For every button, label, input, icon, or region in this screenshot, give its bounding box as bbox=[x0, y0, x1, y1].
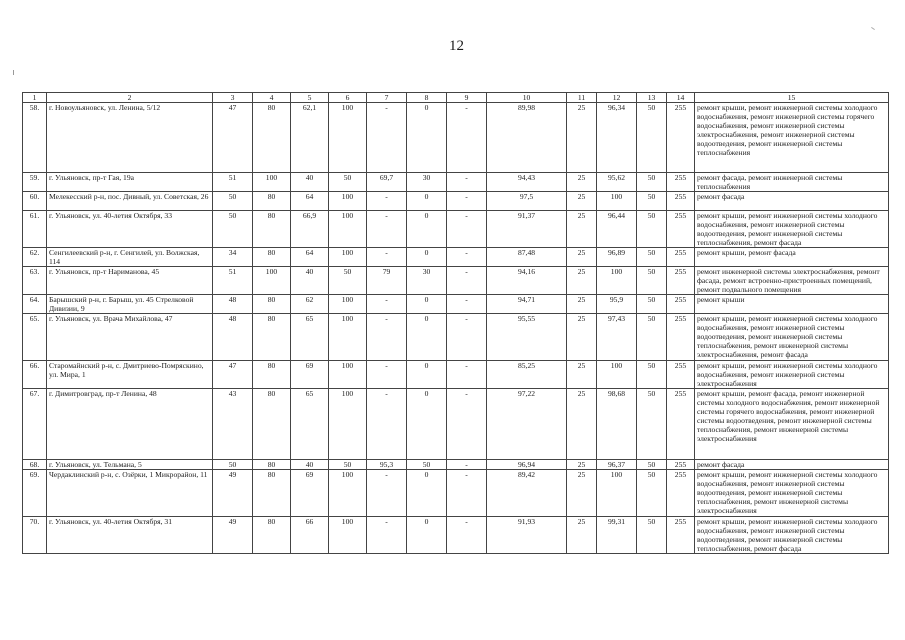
value-cell: 80 bbox=[253, 470, 291, 517]
value-cell: 25 bbox=[567, 103, 597, 173]
works-cell: ремонт крыши, ремонт инженерной системы холодного водоснабжения, ремонт инженерной системы электроснабжения bbox=[695, 361, 889, 389]
value-cell: - bbox=[447, 361, 487, 389]
value-cell: - bbox=[447, 460, 487, 470]
value-cell: 64 bbox=[291, 192, 329, 211]
works-cell: ремонт крыши, ремонт инженерной системы холодного водоснабжения, ремонт инженерной системы водоотведения, ремонт инженерной системы теплоснабжения, ремонт инженерной системы электроснабжения bbox=[695, 470, 889, 517]
value-cell: 65 bbox=[291, 314, 329, 361]
value-cell: 100 bbox=[253, 173, 291, 192]
value-cell: 96,94 bbox=[487, 460, 567, 470]
works-cell: ремонт фасада bbox=[695, 192, 889, 211]
table-row bbox=[23, 517, 889, 554]
row-number: 68. bbox=[23, 460, 47, 470]
page-number: 12 bbox=[449, 38, 464, 54]
value-cell: 50 bbox=[637, 517, 667, 554]
column-header: 9 bbox=[447, 93, 487, 103]
value-cell: - bbox=[447, 314, 487, 361]
value-cell: 30 bbox=[407, 173, 447, 192]
column-header: 10 bbox=[487, 93, 567, 103]
value-cell: 50 bbox=[637, 267, 667, 295]
value-cell: 80 bbox=[253, 361, 291, 389]
value-cell: 96,44 bbox=[597, 211, 637, 248]
value-cell: - bbox=[447, 248, 487, 267]
value-cell: - bbox=[447, 470, 487, 517]
value-cell: - bbox=[367, 389, 407, 460]
value-cell: 95,9 bbox=[597, 295, 637, 314]
value-cell: 100 bbox=[329, 192, 367, 211]
value-cell: 69 bbox=[291, 470, 329, 517]
value-cell: 50 bbox=[329, 267, 367, 295]
value-cell: 25 bbox=[567, 173, 597, 192]
column-header: 13 bbox=[637, 93, 667, 103]
column-header: 4 bbox=[253, 93, 291, 103]
value-cell: 51 bbox=[213, 267, 253, 295]
value-cell: 66 bbox=[291, 517, 329, 554]
value-cell: 89,98 bbox=[487, 103, 567, 173]
value-cell: 25 bbox=[567, 295, 597, 314]
value-cell: 100 bbox=[597, 192, 637, 211]
value-cell: - bbox=[447, 295, 487, 314]
value-cell: 89,42 bbox=[487, 470, 567, 517]
address-cell: г. Ульяновск, ул. Врача Михайлова, 47 bbox=[47, 314, 213, 361]
value-cell: 25 bbox=[567, 314, 597, 361]
value-cell: 0 bbox=[407, 314, 447, 361]
address-cell: г. Новоульяновск, ул. Ленина, 5/12 bbox=[47, 103, 213, 173]
address-cell: г. Ульяновск, ул. 40-летия Октября, 33 bbox=[47, 211, 213, 248]
value-cell: - bbox=[367, 470, 407, 517]
row-number: 62. bbox=[23, 248, 47, 267]
column-header: 5 bbox=[291, 93, 329, 103]
value-cell: - bbox=[447, 173, 487, 192]
value-cell: 255 bbox=[667, 460, 695, 470]
address-cell: г. Ульяновск, ул. 40-летия Октября, 31 bbox=[47, 517, 213, 554]
value-cell: - bbox=[447, 192, 487, 211]
value-cell: 91,37 bbox=[487, 211, 567, 248]
value-cell: 49 bbox=[213, 517, 253, 554]
scan-mark bbox=[871, 27, 875, 30]
address-cell: Мелекесский р-н, пос. Дивный, ул. Советская, 26 bbox=[47, 192, 213, 211]
value-cell: 50 bbox=[637, 361, 667, 389]
value-cell: 25 bbox=[567, 248, 597, 267]
works-cell: ремонт крыши, ремонт фасада, ремонт инженерной системы холодного водоснабжения, ремонт инженерной системы горячего водоснабжения, ремонт инженерной системы водоотведения, ремонт инженерной системы теплоснабжения, ремонт инженерной системы электроснабжения bbox=[695, 389, 889, 460]
value-cell: 94,43 bbox=[487, 173, 567, 192]
value-cell: 50 bbox=[637, 192, 667, 211]
value-cell: 50 bbox=[637, 389, 667, 460]
column-header: 14 bbox=[667, 93, 695, 103]
table-row bbox=[23, 267, 889, 295]
value-cell: 96,89 bbox=[597, 248, 637, 267]
value-cell: 255 bbox=[667, 103, 695, 173]
value-cell: 50 bbox=[637, 470, 667, 517]
value-cell: 51 bbox=[213, 173, 253, 192]
value-cell: 62,1 bbox=[291, 103, 329, 173]
value-cell: 25 bbox=[567, 267, 597, 295]
value-cell: 50 bbox=[637, 295, 667, 314]
value-cell: 87,48 bbox=[487, 248, 567, 267]
value-cell: 50 bbox=[329, 173, 367, 192]
value-cell: 25 bbox=[567, 192, 597, 211]
value-cell: 49 bbox=[213, 470, 253, 517]
value-cell: 50 bbox=[329, 460, 367, 470]
value-cell: 94,71 bbox=[487, 295, 567, 314]
table-row bbox=[23, 314, 889, 361]
column-header: 6 bbox=[329, 93, 367, 103]
column-header: 7 bbox=[367, 93, 407, 103]
works-cell: ремонт крыши, ремонт инженерной системы холодного водоснабжения, ремонт инженерной системы горячего водоснабжения, ремонт инженерной системы электроснабжения, ремонт инженерной системы водоотведения, ремонт инженерной системы теплоснабжения bbox=[695, 103, 889, 173]
value-cell: 50 bbox=[407, 460, 447, 470]
value-cell: 50 bbox=[213, 460, 253, 470]
value-cell: 66,9 bbox=[291, 211, 329, 248]
value-cell: 255 bbox=[667, 295, 695, 314]
address-cell: г. Ульяновск, пр-т Гая, 19а bbox=[47, 173, 213, 192]
value-cell: 100 bbox=[329, 314, 367, 361]
works-cell: ремонт крыши, ремонт инженерной системы холодного водоснабжения, ремонт инженерной системы водоотведения, ремонт инженерной системы теплоснабжения, ремонт инженерной системы электроснабжения, ремонт фасада bbox=[695, 314, 889, 361]
value-cell: 91,93 bbox=[487, 517, 567, 554]
row-number: 58. bbox=[23, 103, 47, 173]
value-cell: 25 bbox=[567, 211, 597, 248]
value-cell: 80 bbox=[253, 248, 291, 267]
column-header: 3 bbox=[213, 93, 253, 103]
value-cell: 96,34 bbox=[597, 103, 637, 173]
value-cell: 100 bbox=[329, 211, 367, 248]
value-cell: 99,31 bbox=[597, 517, 637, 554]
value-cell: 80 bbox=[253, 192, 291, 211]
value-cell: 50 bbox=[213, 192, 253, 211]
row-number: 63. bbox=[23, 267, 47, 295]
value-cell: 69,7 bbox=[367, 173, 407, 192]
value-cell: 34 bbox=[213, 248, 253, 267]
value-cell: 80 bbox=[253, 211, 291, 248]
value-cell: 43 bbox=[213, 389, 253, 460]
address-cell: Чердаклинский р-н, с. Озёрки, 1 Микрорайон, 11 bbox=[47, 470, 213, 517]
value-cell: 255 bbox=[667, 267, 695, 295]
value-cell: - bbox=[367, 211, 407, 248]
value-cell: 80 bbox=[253, 517, 291, 554]
address-cell: г. Димитровград, пр-т Ленина, 48 bbox=[47, 389, 213, 460]
table-row bbox=[23, 361, 889, 389]
row-number: 59. bbox=[23, 173, 47, 192]
value-cell: 98,68 bbox=[597, 389, 637, 460]
value-cell: - bbox=[367, 517, 407, 554]
value-cell: 79 bbox=[367, 267, 407, 295]
table-row bbox=[23, 103, 889, 173]
row-number: 60. bbox=[23, 192, 47, 211]
value-cell: 0 bbox=[407, 295, 447, 314]
value-cell: - bbox=[367, 361, 407, 389]
value-cell: 0 bbox=[407, 248, 447, 267]
value-cell: 69 bbox=[291, 361, 329, 389]
value-cell: 25 bbox=[567, 460, 597, 470]
value-cell: 100 bbox=[329, 517, 367, 554]
row-number: 67. bbox=[23, 389, 47, 460]
works-cell: ремонт крыши, ремонт фасада bbox=[695, 248, 889, 267]
value-cell: 40 bbox=[291, 173, 329, 192]
value-cell: 50 bbox=[637, 173, 667, 192]
value-cell: 100 bbox=[329, 470, 367, 517]
value-cell: 48 bbox=[213, 314, 253, 361]
value-cell: 25 bbox=[567, 470, 597, 517]
value-cell: 25 bbox=[567, 517, 597, 554]
row-number: 69. bbox=[23, 470, 47, 517]
value-cell: 100 bbox=[253, 267, 291, 295]
value-cell: 64 bbox=[291, 248, 329, 267]
column-header: 2 bbox=[47, 93, 213, 103]
column-header: 15 bbox=[695, 93, 889, 103]
value-cell: 0 bbox=[407, 517, 447, 554]
value-cell: 100 bbox=[329, 389, 367, 460]
value-cell: 47 bbox=[213, 361, 253, 389]
value-cell: 62 bbox=[291, 295, 329, 314]
value-cell: 100 bbox=[329, 103, 367, 173]
address-cell: Сенгилеевский р-н, г. Сенгилей, ул. Волжская, 114 bbox=[47, 248, 213, 267]
table-row bbox=[23, 173, 889, 192]
register-body bbox=[23, 93, 889, 554]
value-cell: 255 bbox=[667, 248, 695, 267]
value-cell: 80 bbox=[253, 103, 291, 173]
value-cell: 100 bbox=[597, 361, 637, 389]
works-cell: ремонт крыши, ремонт инженерной системы холодного водоснабжения, ремонт инженерной системы водоотведения, ремонт инженерной системы теплоснабжения, ремонт фасада bbox=[695, 211, 889, 248]
row-number: 66. bbox=[23, 361, 47, 389]
value-cell: 100 bbox=[329, 295, 367, 314]
value-cell: 40 bbox=[291, 460, 329, 470]
value-cell: 50 bbox=[637, 460, 667, 470]
value-cell: 97,22 bbox=[487, 389, 567, 460]
value-cell: 96,37 bbox=[597, 460, 637, 470]
value-cell: - bbox=[447, 211, 487, 248]
value-cell: 255 bbox=[667, 314, 695, 361]
value-cell: 50 bbox=[637, 248, 667, 267]
value-cell: 80 bbox=[253, 389, 291, 460]
value-cell: - bbox=[367, 103, 407, 173]
value-cell: 95,3 bbox=[367, 460, 407, 470]
register-table bbox=[22, 92, 889, 554]
value-cell: 255 bbox=[667, 211, 695, 248]
value-cell: - bbox=[447, 103, 487, 173]
table-row bbox=[23, 295, 889, 314]
row-number: 70. bbox=[23, 517, 47, 554]
column-header: 1 bbox=[23, 93, 47, 103]
value-cell: 50 bbox=[637, 211, 667, 248]
value-cell: 255 bbox=[667, 517, 695, 554]
value-cell: 25 bbox=[567, 361, 597, 389]
value-cell: 255 bbox=[667, 361, 695, 389]
value-cell: 47 bbox=[213, 103, 253, 173]
value-cell: 255 bbox=[667, 470, 695, 517]
value-cell: 50 bbox=[213, 211, 253, 248]
value-cell: - bbox=[367, 295, 407, 314]
row-number: 64. bbox=[23, 295, 47, 314]
value-cell: 100 bbox=[329, 361, 367, 389]
address-cell: Барышский р-н, г. Барыш, ул. 45 Стрелковой Дивизии, 9 bbox=[47, 295, 213, 314]
value-cell: 0 bbox=[407, 103, 447, 173]
value-cell: 255 bbox=[667, 389, 695, 460]
value-cell: 50 bbox=[637, 314, 667, 361]
value-cell: 95,62 bbox=[597, 173, 637, 192]
value-cell: 100 bbox=[329, 248, 367, 267]
column-header: 8 bbox=[407, 93, 447, 103]
margin-mark bbox=[13, 70, 14, 75]
works-cell: ремонт фасада, ремонт инженерной системы теплоснабжения bbox=[695, 173, 889, 192]
value-cell: - bbox=[447, 267, 487, 295]
value-cell: - bbox=[367, 248, 407, 267]
works-cell: ремонт фасада bbox=[695, 460, 889, 470]
value-cell: 100 bbox=[597, 267, 637, 295]
value-cell: 100 bbox=[597, 470, 637, 517]
value-cell: 0 bbox=[407, 211, 447, 248]
address-cell: г. Ульяновск, ул. Тельмана, 5 bbox=[47, 460, 213, 470]
value-cell: 25 bbox=[567, 389, 597, 460]
value-cell: 40 bbox=[291, 267, 329, 295]
works-cell: ремонт крыши, ремонт инженерной системы холодного водоснабжения, ремонт инженерной системы водоотведения, ремонт инженерной системы теплоснабжения, ремонт фасада bbox=[695, 517, 889, 554]
value-cell: - bbox=[367, 192, 407, 211]
value-cell: 0 bbox=[407, 389, 447, 460]
column-header: 12 bbox=[597, 93, 637, 103]
table-row bbox=[23, 248, 889, 267]
value-cell: 97,43 bbox=[597, 314, 637, 361]
value-cell: 255 bbox=[667, 192, 695, 211]
value-cell: - bbox=[367, 314, 407, 361]
value-cell: 255 bbox=[667, 173, 695, 192]
value-cell: 0 bbox=[407, 361, 447, 389]
table-row bbox=[23, 470, 889, 517]
value-cell: 48 bbox=[213, 295, 253, 314]
value-cell: - bbox=[447, 389, 487, 460]
value-cell: - bbox=[447, 517, 487, 554]
address-cell: г. Ульяновск, пр-т Нариманова, 45 bbox=[47, 267, 213, 295]
column-header: 11 bbox=[567, 93, 597, 103]
value-cell: 30 bbox=[407, 267, 447, 295]
table-row bbox=[23, 192, 889, 211]
value-cell: 95,55 bbox=[487, 314, 567, 361]
value-cell: 85,25 bbox=[487, 361, 567, 389]
works-cell: ремонт инженерной системы электроснабжения, ремонт фасада, ремонт встроенно-пристроенных помещений, ремонт подвального помещения bbox=[695, 267, 889, 295]
value-cell: 50 bbox=[637, 103, 667, 173]
table-row bbox=[23, 460, 889, 470]
value-cell: 80 bbox=[253, 314, 291, 361]
value-cell: 0 bbox=[407, 470, 447, 517]
works-cell: ремонт крыши bbox=[695, 295, 889, 314]
value-cell: 0 bbox=[407, 192, 447, 211]
table-row bbox=[23, 389, 889, 460]
address-cell: Старомайнский р-н, с. Дмитриево-Помряскино, ул. Мира, 1 bbox=[47, 361, 213, 389]
table-row bbox=[23, 211, 889, 248]
value-cell: 80 bbox=[253, 460, 291, 470]
header-row bbox=[23, 93, 889, 103]
value-cell: 94,16 bbox=[487, 267, 567, 295]
value-cell: 97,5 bbox=[487, 192, 567, 211]
row-number: 65. bbox=[23, 314, 47, 361]
value-cell: 80 bbox=[253, 295, 291, 314]
row-number: 61. bbox=[23, 211, 47, 248]
value-cell: 65 bbox=[291, 389, 329, 460]
